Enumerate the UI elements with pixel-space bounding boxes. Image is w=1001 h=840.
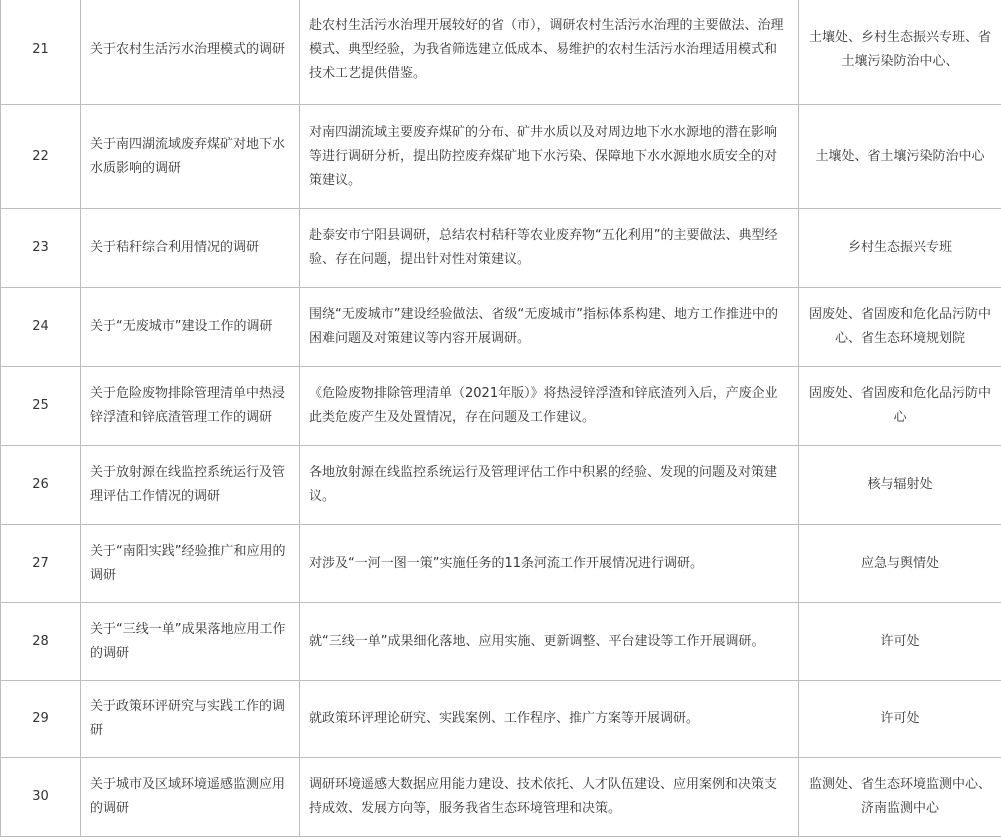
table-row (1, 0, 1001, 105)
research-topic: 关于放射源在线监控系统运行及管理评估工作情况的调研 (81, 446, 300, 525)
research-topic: 关于“无废城市”建设工作的调研 (81, 288, 300, 367)
research-content: 《危险废物排除管理清单（2021年版）》将热浸锌浮渣和锌底渣列入后，产废企业此类危废产生及处置情况，存在问题及工作建议。 (300, 367, 799, 446)
responsible-unit: 土壤处、省土壤污染防治中心 (799, 105, 1001, 209)
table-row (1, 367, 1001, 446)
research-topic: 关于秸秆综合利用情况的调研 (81, 209, 300, 288)
responsible-unit: 核与辐射处 (799, 446, 1001, 525)
row-number: 22 (1, 105, 81, 209)
table-row (1, 525, 1001, 603)
responsible-unit: 监测处、省生态环境监测中心、济南监测中心 (799, 758, 1001, 837)
table-body (1, 0, 1001, 837)
row-number: 24 (1, 288, 81, 367)
table-row (1, 446, 1001, 525)
row-number: 23 (1, 209, 81, 288)
research-content: 就政策环评理论研究、实践案例、工作程序、推广方案等开展调研。 (300, 681, 799, 758)
research-content: 赴农村生活污水治理开展较好的省（市），调研农村生活污水治理的主要做法、治理模式、典型经验，为我省筛选建立低成本、易维护的农村生活污水治理适用模式和技术工艺提供借鉴。 (300, 0, 799, 105)
row-number: 27 (1, 525, 81, 603)
table-row (1, 758, 1001, 837)
responsible-unit: 许可处 (799, 603, 1001, 681)
research-topic: 关于城市及区域环境遥感监测应用的调研 (81, 758, 300, 837)
row-number: 29 (1, 681, 81, 758)
row-number: 28 (1, 603, 81, 681)
table-row (1, 603, 1001, 681)
research-topic: 关于南四湖流域废弃煤矿对地下水水质影响的调研 (81, 105, 300, 209)
research-topic: 关于“南阳实践”经验推广和应用的调研 (81, 525, 300, 603)
table-row (1, 209, 1001, 288)
row-number: 25 (1, 367, 81, 446)
row-number: 30 (1, 758, 81, 837)
research-content: 就“三线一单”成果细化落地、应用实施、更新调整、平台建设等工作开展调研。 (300, 603, 799, 681)
research-content: 对南四湖流域主要废弃煤矿的分布、矿井水质以及对周边地下水水源地的潜在影响等进行调研分析，提出防控废弃煤矿地下水污染、保障地下水水源地水质安全的对策建议。 (300, 105, 799, 209)
research-topic: 关于政策环评研究与实践工作的调研 (81, 681, 300, 758)
responsible-unit: 固废处、省固废和危化品污防中心、省生态环境规划院 (799, 288, 1001, 367)
table-row (1, 681, 1001, 758)
table-row (1, 105, 1001, 209)
research-content: 赴泰安市宁阳县调研，总结农村秸秆等农业废弃物“五化利用”的主要做法、典型经验、存在问题，提出针对性对策建议。 (300, 209, 799, 288)
research-content: 调研环境遥感大数据应用能力建设、技术依托、人才队伍建设、应用案例和决策支持成效、发展方向等，服务我省生态环境管理和决策。 (300, 758, 799, 837)
responsible-unit: 应急与舆情处 (799, 525, 1001, 603)
research-content: 各地放射源在线监控系统运行及管理评估工作中积累的经验、发现的问题及对策建议。 (300, 446, 799, 525)
row-number: 21 (1, 0, 81, 105)
research-topic: 关于危险废物排除管理清单中热浸锌浮渣和锌底渣管理工作的调研 (81, 367, 300, 446)
research-content: 围绕“无废城市”建设经验做法、省级“无废城市”指标体系构建、地方工作推进中的困难问题及对策建议等内容开展调研。 (300, 288, 799, 367)
responsible-unit: 许可处 (799, 681, 1001, 758)
research-content: 对涉及“一河一图一策”实施任务的11条河流工作开展情况进行调研。 (300, 525, 799, 603)
responsible-unit: 乡村生态振兴专班 (799, 209, 1001, 288)
responsible-unit: 固废处、省固废和危化品污防中心 (799, 367, 1001, 446)
research-topic: 关于农村生活污水治理模式的调研 (81, 0, 300, 105)
table-row (1, 288, 1001, 367)
research-topic: 关于“三线一单”成果落地应用工作的调研 (81, 603, 300, 681)
responsible-unit: 土壤处、乡村生态振兴专班、省土壤污染防治中心、 (799, 0, 1001, 105)
row-number: 26 (1, 446, 81, 525)
